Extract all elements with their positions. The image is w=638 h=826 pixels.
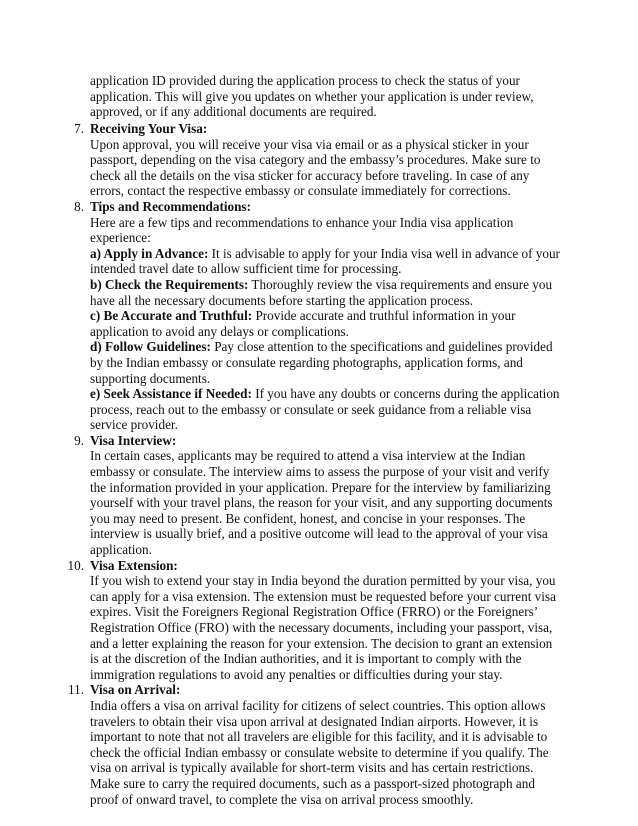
tip-paragraph — [90, 246, 560, 277]
tip-label: c) Be Accurate and Truthful: — [90, 308, 253, 324]
tip-text: Thoroughly review the visa requirements and ensure you have all the necessary documents before starting the application process. — [90, 276, 553, 308]
list-number: 10. — [67, 557, 84, 573]
tip-label: b) Check the Requirements: — [90, 276, 249, 292]
tip-paragraph — [90, 339, 560, 386]
numbered-list — [0, 121, 638, 807]
tip-label: a) Apply in Advance: — [90, 245, 209, 261]
tip-text: Provide accurate and truthful information in your application to avoid any delays or complications. — [90, 308, 516, 339]
item-heading: Visa on Arrival: — [90, 682, 181, 698]
list-item — [0, 433, 638, 558]
tip-paragraph — [90, 277, 560, 308]
list-item — [0, 121, 638, 199]
item-paragraph: Upon approval, you will receive your visa via email or as a physical sticker in your passport, depending on the visa category and the embassy’s procedures. Make sure to check all the details on the visa sticker for accuracy before traveling. In case of any errors, contact the respective embassy or consulate immediately for corrections. — [90, 136, 541, 199]
item-paragraph: Here are a few tips and recommendations to enhance your India visa application experience: — [90, 214, 514, 246]
item-paragraph: If you wish to extend your stay in India beyond the duration permitted by your visa, you can apply for a visa extension. The extension must be requested before your current visa expires. Visit the Foreigners Regional Registration Office (FRRO) or the Foreigners’ Registration Office (FRO) with the necessary documents, including your passport, visa, and a letter explaining the reason for your extension. The decision to grant an extension is at the discretion of the Indian authorities, and it is important to comply with the immigration regulations to avoid any penalties or difficulties during your stay. — [90, 573, 556, 682]
item-paragraph: India offers a visa on arrival facility for citizens of select countries. This option allows travelers to obtain their visa upon arrival at designated Indian airports. However, it is important to note that not all travelers are eligible for this facility, and it is advisable to check the official Indian embassy or consulate website to determine if you qualify. The visa on arrival is typically available for short-term visits and has certain restrictions. Make sure to carry the required documents, such as a passport-sized photograph and proof of onward travel, to complete the visa on arrival process smoothly. — [90, 697, 549, 807]
item-heading: Visa Interview: — [90, 432, 177, 448]
item-paragraph: In certain cases, applicants may be required to attend a visa interview at the Indian embassy or consulate. The interview aims to assess the purpose of your visit and verify the information provided in your application. Prepare for the interview by familiarizing yourself with your travel plans, the reason for your visit, and any supporting documents you may need to present. Be confident, honest, and concise in your responses. The interview is usually brief, and a positive outcome will lead to the approval of your visa application. — [90, 448, 553, 558]
tip-text: It is advisable to apply for your India visa well in advance of your intended travel date to allow sufficient time for processing. — [90, 245, 560, 277]
item-heading: Receiving Your Visa: — [90, 121, 208, 136]
tip-paragraph — [90, 386, 560, 433]
tip-text: If you have any doubts or concerns during the application process, reach out to the embassy or consulate or seek guidance from a reliable visa service provider. — [90, 386, 560, 433]
item-heading: Visa Extension: — [90, 557, 178, 573]
list-number: 11. — [68, 682, 84, 698]
tip-text: Pay close attention to the specifications and guidelines provided by the Indian embassy or consulate regarding photographs, application forms, and supporting documents. — [90, 339, 553, 386]
tip-paragraph — [90, 308, 560, 339]
list-number: 7. — [74, 121, 84, 136]
list-item — [0, 558, 638, 683]
list-item — [0, 682, 638, 807]
list-number: 9. — [74, 432, 84, 448]
item-heading: Tips and Recommendations: — [90, 198, 251, 214]
list-number: 8. — [74, 198, 84, 214]
continuation-paragraph: application ID provided during the application process to check the status of your application. This will give you updates on whether your application is under review, approved, or if any additional documents are required. — [90, 73, 534, 120]
list-item — [0, 199, 638, 433]
tip-label: e) Seek Assistance if Needed: — [90, 386, 252, 402]
tip-label: d) Follow Guidelines: — [90, 339, 211, 355]
